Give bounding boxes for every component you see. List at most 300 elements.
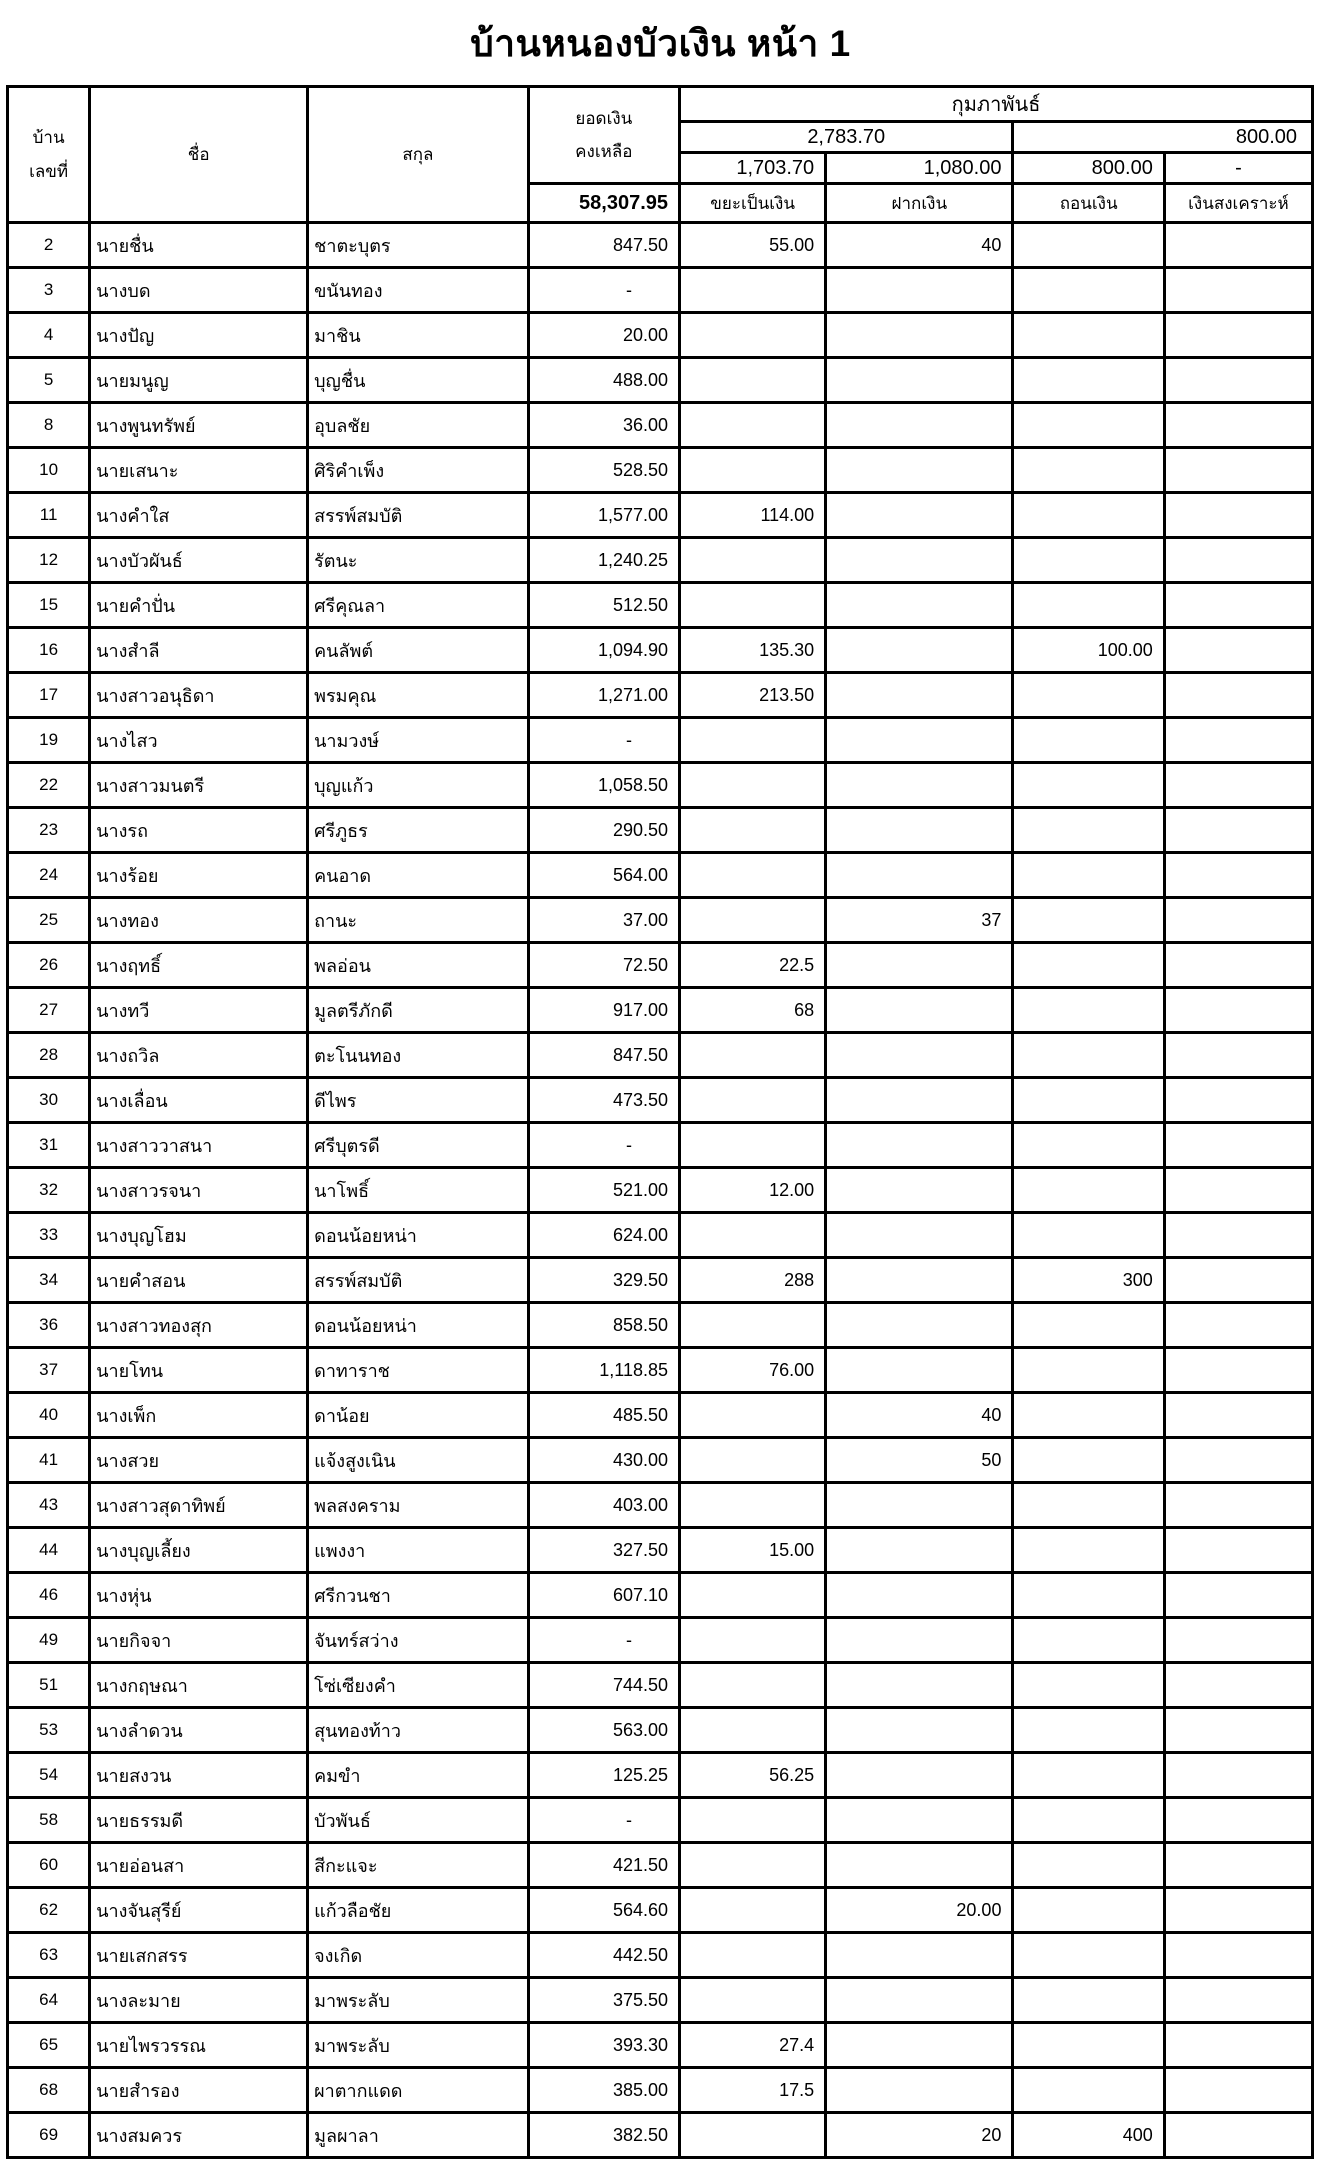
cell-name: นางลำดวน bbox=[90, 1708, 308, 1753]
cell-withdrawal bbox=[1013, 1438, 1164, 1483]
cell-name: นายมนูญ bbox=[90, 358, 308, 403]
cell-house_no: 36 bbox=[8, 1303, 90, 1348]
col-header-house-no-line1: บ้าน bbox=[32, 128, 65, 148]
table-row bbox=[8, 1033, 1313, 1078]
table-row bbox=[8, 763, 1313, 808]
cell-withdrawal bbox=[1013, 718, 1164, 763]
cell-withdrawal bbox=[1013, 1708, 1164, 1753]
cell-balance: 375.50 bbox=[528, 1978, 679, 2023]
cell-deposit bbox=[826, 358, 1013, 403]
cell-surname: ดาน้อย bbox=[308, 1393, 529, 1438]
table-row bbox=[8, 493, 1313, 538]
cell-garbage_money: 56.25 bbox=[680, 1753, 826, 1798]
cell-name: นางบัวผันธ์ bbox=[90, 538, 308, 583]
cell-withdrawal bbox=[1013, 223, 1164, 268]
cell-surname: ศรีกวนชา bbox=[308, 1573, 529, 1618]
cell-name: นางบด bbox=[90, 268, 308, 313]
cell-garbage_money: 12.00 bbox=[680, 1168, 826, 1213]
cell-balance: 421.50 bbox=[528, 1843, 679, 1888]
cell-house_no: 49 bbox=[8, 1618, 90, 1663]
cell-garbage_money bbox=[680, 583, 826, 628]
cell-welfare_money bbox=[1164, 1573, 1312, 1618]
cell-house_no: 17 bbox=[8, 673, 90, 718]
cell-surname: มูลตรีภักดี bbox=[308, 988, 529, 1033]
cell-name: นายกิจจา bbox=[90, 1618, 308, 1663]
cell-welfare_money bbox=[1164, 1348, 1312, 1393]
cell-surname: นามวงษ์ bbox=[308, 718, 529, 763]
cell-house_no: 51 bbox=[8, 1663, 90, 1708]
cell-garbage_money: 288 bbox=[680, 1258, 826, 1303]
cell-house_no: 44 bbox=[8, 1528, 90, 1573]
cell-balance: 473.50 bbox=[528, 1078, 679, 1123]
cell-balance: 521.00 bbox=[528, 1168, 679, 1213]
cell-garbage_money bbox=[680, 808, 826, 853]
table-row bbox=[8, 1393, 1313, 1438]
cell-surname: ดีไพร bbox=[308, 1078, 529, 1123]
cell-surname: แก้วลือชัย bbox=[308, 1888, 529, 1933]
table-body bbox=[8, 223, 1313, 2158]
cell-garbage_money: 76.00 bbox=[680, 1348, 826, 1393]
cell-surname: ดอนน้อยหน่า bbox=[308, 1303, 529, 1348]
cell-deposit bbox=[826, 2023, 1013, 2068]
table-row bbox=[8, 898, 1313, 943]
cell-garbage_money bbox=[680, 1033, 826, 1078]
cell-balance: 624.00 bbox=[528, 1213, 679, 1258]
cell-garbage_money: 17.5 bbox=[680, 2068, 826, 2113]
cell-name: นางหุ่น bbox=[90, 1573, 308, 1618]
table-row bbox=[8, 1258, 1313, 1303]
table-row bbox=[8, 1798, 1313, 1843]
cell-balance: - bbox=[528, 718, 679, 763]
cell-house_no: 37 bbox=[8, 1348, 90, 1393]
cell-surname: คมขำ bbox=[308, 1753, 529, 1798]
cell-withdrawal bbox=[1013, 1573, 1164, 1618]
table-row bbox=[8, 538, 1313, 583]
cell-house_no: 24 bbox=[8, 853, 90, 898]
cell-withdrawal bbox=[1013, 853, 1164, 898]
cell-withdrawal bbox=[1013, 943, 1164, 988]
cell-surname: บัวพันธ์ bbox=[308, 1798, 529, 1843]
cell-surname: ศิริคำเพ็ง bbox=[308, 448, 529, 493]
cell-welfare_money bbox=[1164, 1123, 1312, 1168]
cell-garbage_money: 213.50 bbox=[680, 673, 826, 718]
cell-garbage_money: 68 bbox=[680, 988, 826, 1033]
cell-name: นางสาวสุดาทิพย์ bbox=[90, 1483, 308, 1528]
cell-house_no: 28 bbox=[8, 1033, 90, 1078]
table-row bbox=[8, 358, 1313, 403]
cell-deposit bbox=[826, 493, 1013, 538]
cell-welfare_money bbox=[1164, 1708, 1312, 1753]
cell-withdrawal bbox=[1013, 1303, 1164, 1348]
cell-name: นายอ่อนสา bbox=[90, 1843, 308, 1888]
cell-name: นางสาววาสนา bbox=[90, 1123, 308, 1168]
cell-withdrawal bbox=[1013, 538, 1164, 583]
cell-balance: 20.00 bbox=[528, 313, 679, 358]
cell-surname: บุญแก้ว bbox=[308, 763, 529, 808]
cell-surname: จันทร์สว่าง bbox=[308, 1618, 529, 1663]
cell-balance: 847.50 bbox=[528, 223, 679, 268]
cell-welfare_money bbox=[1164, 718, 1312, 763]
cell-deposit bbox=[826, 538, 1013, 583]
cell-name: นางพูนทรัพย์ bbox=[90, 403, 308, 448]
cell-withdrawal bbox=[1013, 1483, 1164, 1528]
cell-garbage_money bbox=[680, 1393, 826, 1438]
table-row bbox=[8, 1303, 1313, 1348]
cell-withdrawal: 300 bbox=[1013, 1258, 1164, 1303]
cell-withdrawal bbox=[1013, 1663, 1164, 1708]
cell-deposit: 50 bbox=[826, 1438, 1013, 1483]
cell-welfare_money bbox=[1164, 1528, 1312, 1573]
cell-surname: ดาทาราช bbox=[308, 1348, 529, 1393]
cell-balance: - bbox=[528, 1123, 679, 1168]
cell-house_no: 16 bbox=[8, 628, 90, 673]
cell-withdrawal bbox=[1013, 493, 1164, 538]
cell-garbage_money bbox=[680, 763, 826, 808]
cell-withdrawal: 100.00 bbox=[1013, 628, 1164, 673]
cell-welfare_money bbox=[1164, 1258, 1312, 1303]
cell-name: นายชื่น bbox=[90, 223, 308, 268]
table-row bbox=[8, 853, 1313, 898]
col-header-name: ชื่อ bbox=[90, 87, 308, 223]
cell-surname: ชาตะบุตร bbox=[308, 223, 529, 268]
cell-house_no: 32 bbox=[8, 1168, 90, 1213]
cell-deposit: 40 bbox=[826, 223, 1013, 268]
table-row bbox=[8, 1843, 1313, 1888]
cell-welfare_money bbox=[1164, 1303, 1312, 1348]
cell-surname: ศรีบุตรดี bbox=[308, 1123, 529, 1168]
cell-garbage_money bbox=[680, 1843, 826, 1888]
cell-garbage_money: 15.00 bbox=[680, 1528, 826, 1573]
cell-name: นางบุญโฮม bbox=[90, 1213, 308, 1258]
cell-house_no: 62 bbox=[8, 1888, 90, 1933]
table-row bbox=[8, 1123, 1313, 1168]
cell-withdrawal bbox=[1013, 1798, 1164, 1843]
cell-balance: 847.50 bbox=[528, 1033, 679, 1078]
cell-deposit bbox=[826, 1213, 1013, 1258]
cell-withdrawal bbox=[1013, 763, 1164, 808]
cell-name: นางสาวรจนา bbox=[90, 1168, 308, 1213]
cell-deposit bbox=[826, 628, 1013, 673]
table-row bbox=[8, 268, 1313, 313]
cell-name: นายคำปั่น bbox=[90, 583, 308, 628]
cell-house_no: 2 bbox=[8, 223, 90, 268]
cell-balance: 1,271.00 bbox=[528, 673, 679, 718]
cell-surname: คนอาด bbox=[308, 853, 529, 898]
cell-welfare_money bbox=[1164, 1933, 1312, 1978]
cell-withdrawal bbox=[1013, 1213, 1164, 1258]
cell-balance: 1,058.50 bbox=[528, 763, 679, 808]
cell-name: นางจันสุรีย์ bbox=[90, 1888, 308, 1933]
cell-balance: 329.50 bbox=[528, 1258, 679, 1303]
cell-garbage_money bbox=[680, 2113, 826, 2158]
cell-house_no: 27 bbox=[8, 988, 90, 1033]
cell-surname: ขนันทอง bbox=[308, 268, 529, 313]
cell-balance: 607.10 bbox=[528, 1573, 679, 1618]
cell-house_no: 12 bbox=[8, 538, 90, 583]
cell-balance: 512.50 bbox=[528, 583, 679, 628]
cell-deposit: 20 bbox=[826, 2113, 1013, 2158]
cell-deposit bbox=[826, 1033, 1013, 1078]
cell-deposit bbox=[826, 1528, 1013, 1573]
cell-house_no: 31 bbox=[8, 1123, 90, 1168]
cell-house_no: 60 bbox=[8, 1843, 90, 1888]
cell-surname: โซ่เซียงคำ bbox=[308, 1663, 529, 1708]
table-row bbox=[8, 2023, 1313, 2068]
cell-balance: 917.00 bbox=[528, 988, 679, 1033]
cell-withdrawal bbox=[1013, 1843, 1164, 1888]
cell-welfare_money bbox=[1164, 673, 1312, 718]
cell-house_no: 69 bbox=[8, 2113, 90, 2158]
cell-name: นายธรรมดี bbox=[90, 1798, 308, 1843]
table-row bbox=[8, 673, 1313, 718]
cell-deposit bbox=[826, 1303, 1013, 1348]
col-header-withdrawal: ถอนเงิน bbox=[1013, 184, 1164, 223]
cell-name: นางสาวอนุธิดา bbox=[90, 673, 308, 718]
table-row bbox=[8, 1753, 1313, 1798]
cell-garbage_money bbox=[680, 1078, 826, 1123]
cell-house_no: 25 bbox=[8, 898, 90, 943]
cell-deposit bbox=[826, 1978, 1013, 2023]
cell-garbage_money: 22.5 bbox=[680, 943, 826, 988]
cell-balance: 290.50 bbox=[528, 808, 679, 853]
cell-deposit bbox=[826, 1618, 1013, 1663]
cell-garbage_money bbox=[680, 358, 826, 403]
cell-garbage_money: 114.00 bbox=[680, 493, 826, 538]
cell-house_no: 64 bbox=[8, 1978, 90, 2023]
cell-deposit bbox=[826, 1708, 1013, 1753]
cell-withdrawal bbox=[1013, 673, 1164, 718]
cell-name: นางทอง bbox=[90, 898, 308, 943]
table-row bbox=[8, 808, 1313, 853]
cell-name: นายเสนาะ bbox=[90, 448, 308, 493]
cell-deposit bbox=[826, 1483, 1013, 1528]
cell-surname: มูลผาลา bbox=[308, 2113, 529, 2158]
cell-garbage_money bbox=[680, 1573, 826, 1618]
cell-withdrawal bbox=[1013, 1888, 1164, 1933]
col-header-house-no-line2: เลขที่ bbox=[29, 161, 69, 181]
table-row bbox=[8, 1708, 1313, 1753]
cell-welfare_money bbox=[1164, 1483, 1312, 1528]
cell-welfare_money bbox=[1164, 493, 1312, 538]
cell-balance: 858.50 bbox=[528, 1303, 679, 1348]
cell-welfare_money bbox=[1164, 1663, 1312, 1708]
cell-surname: นาโพธิ์ bbox=[308, 1168, 529, 1213]
table-row bbox=[8, 1573, 1313, 1618]
cell-deposit bbox=[826, 583, 1013, 628]
cell-name: นางไสว bbox=[90, 718, 308, 763]
cell-surname: พลอ่อน bbox=[308, 943, 529, 988]
table-row bbox=[8, 1438, 1313, 1483]
balance-total: 58,307.95 bbox=[528, 184, 679, 223]
cell-balance: 485.50 bbox=[528, 1393, 679, 1438]
cell-garbage_money: 27.4 bbox=[680, 2023, 826, 2068]
cell-balance: 563.00 bbox=[528, 1708, 679, 1753]
cell-garbage_money bbox=[680, 313, 826, 358]
month-header: กุมภาพันธ์ bbox=[680, 87, 1313, 122]
cell-surname: จงเกิด bbox=[308, 1933, 529, 1978]
header-row-month bbox=[8, 87, 1313, 122]
cell-deposit bbox=[826, 403, 1013, 448]
table-row bbox=[8, 403, 1313, 448]
cell-garbage_money bbox=[680, 853, 826, 898]
cell-name: นางกฤษณา bbox=[90, 1663, 308, 1708]
cell-balance: 488.00 bbox=[528, 358, 679, 403]
cell-welfare_money bbox=[1164, 358, 1312, 403]
cell-welfare_money bbox=[1164, 988, 1312, 1033]
cell-garbage_money bbox=[680, 403, 826, 448]
cell-name: นางปัญ bbox=[90, 313, 308, 358]
cell-garbage_money bbox=[680, 1888, 826, 1933]
table-row bbox=[8, 2113, 1313, 2158]
cell-welfare_money bbox=[1164, 943, 1312, 988]
table-row bbox=[8, 1978, 1313, 2023]
cell-withdrawal bbox=[1013, 1618, 1164, 1663]
cell-welfare_money bbox=[1164, 853, 1312, 898]
cell-garbage_money bbox=[680, 448, 826, 493]
cell-garbage_money: 135.30 bbox=[680, 628, 826, 673]
cell-surname: แจ้งสูงเนิน bbox=[308, 1438, 529, 1483]
cell-garbage_money bbox=[680, 1303, 826, 1348]
cell-withdrawal bbox=[1013, 1168, 1164, 1213]
cell-welfare_money bbox=[1164, 268, 1312, 313]
cell-house_no: 65 bbox=[8, 2023, 90, 2068]
cell-withdrawal bbox=[1013, 1753, 1164, 1798]
cell-garbage_money bbox=[680, 1483, 826, 1528]
cell-welfare_money bbox=[1164, 1033, 1312, 1078]
cell-surname: คนลัพต์ bbox=[308, 628, 529, 673]
cell-name: นางทวี bbox=[90, 988, 308, 1033]
cell-deposit bbox=[826, 1348, 1013, 1393]
cell-name: นางถวิล bbox=[90, 1033, 308, 1078]
table-row bbox=[8, 223, 1313, 268]
cell-surname: มาพระลับ bbox=[308, 2023, 529, 2068]
cell-welfare_money bbox=[1164, 1618, 1312, 1663]
cell-house_no: 33 bbox=[8, 1213, 90, 1258]
cell-surname: ศรีภูธร bbox=[308, 808, 529, 853]
col-header-garbage-money: ขยะเป็นเงิน bbox=[680, 184, 826, 223]
cell-house_no: 46 bbox=[8, 1573, 90, 1618]
sub-total-garbage: 1,703.70 bbox=[680, 153, 826, 184]
cell-deposit bbox=[826, 763, 1013, 808]
cell-garbage_money bbox=[680, 1663, 826, 1708]
cell-withdrawal bbox=[1013, 1978, 1164, 2023]
cell-welfare_money bbox=[1164, 898, 1312, 943]
cell-deposit bbox=[826, 853, 1013, 898]
sub-total-deposit: 1,080.00 bbox=[826, 153, 1013, 184]
cell-house_no: 10 bbox=[8, 448, 90, 493]
table-row bbox=[8, 448, 1313, 493]
col-header-balance bbox=[528, 87, 679, 184]
cell-deposit bbox=[826, 943, 1013, 988]
cell-garbage_money bbox=[680, 1618, 826, 1663]
cell-house_no: 58 bbox=[8, 1798, 90, 1843]
cell-balance: 393.30 bbox=[528, 2023, 679, 2068]
table-row bbox=[8, 1483, 1313, 1528]
cell-withdrawal bbox=[1013, 268, 1164, 313]
cell-deposit bbox=[826, 673, 1013, 718]
cell-welfare_money bbox=[1164, 538, 1312, 583]
cell-surname: มาชิน bbox=[308, 313, 529, 358]
cell-name: นางเพ็ก bbox=[90, 1393, 308, 1438]
cell-welfare_money bbox=[1164, 763, 1312, 808]
cell-house_no: 26 bbox=[8, 943, 90, 988]
cell-house_no: 4 bbox=[8, 313, 90, 358]
table-row bbox=[8, 1213, 1313, 1258]
cell-welfare_money bbox=[1164, 1078, 1312, 1123]
table-row bbox=[8, 1348, 1313, 1393]
col-header-balance-line1: ยอดเงิน bbox=[575, 108, 633, 128]
table-row bbox=[8, 1888, 1313, 1933]
cell-surname: สรรพ์สมบัติ bbox=[308, 493, 529, 538]
cell-garbage_money bbox=[680, 1798, 826, 1843]
cell-deposit bbox=[826, 1168, 1013, 1213]
cell-name: นายสงวน bbox=[90, 1753, 308, 1798]
cell-welfare_money bbox=[1164, 2113, 1312, 2158]
cell-withdrawal: 400 bbox=[1013, 2113, 1164, 2158]
cell-garbage_money bbox=[680, 268, 826, 313]
cell-surname: แพงงา bbox=[308, 1528, 529, 1573]
cell-balance: 403.00 bbox=[528, 1483, 679, 1528]
cell-balance: - bbox=[528, 1798, 679, 1843]
cell-surname: สุนทองท้าว bbox=[308, 1708, 529, 1753]
cell-balance: 564.60 bbox=[528, 1888, 679, 1933]
cell-withdrawal bbox=[1013, 1033, 1164, 1078]
cell-withdrawal bbox=[1013, 313, 1164, 358]
cell-withdrawal bbox=[1013, 2068, 1164, 2113]
cell-name: นางสาวมนตรี bbox=[90, 763, 308, 808]
cell-welfare_money bbox=[1164, 1438, 1312, 1483]
cell-house_no: 34 bbox=[8, 1258, 90, 1303]
col-header-house-no bbox=[8, 87, 90, 223]
cell-welfare_money bbox=[1164, 2068, 1312, 2113]
cell-garbage_money bbox=[680, 1933, 826, 1978]
cell-deposit: 20.00 bbox=[826, 1888, 1013, 1933]
cell-name: นายสำรอง bbox=[90, 2068, 308, 2113]
cell-name: นายไพรวรรณ bbox=[90, 2023, 308, 2068]
cell-withdrawal bbox=[1013, 358, 1164, 403]
cell-name: นางคำใส bbox=[90, 493, 308, 538]
cell-house_no: 11 bbox=[8, 493, 90, 538]
cell-house_no: 40 bbox=[8, 1393, 90, 1438]
cell-surname: ศรีคุณลา bbox=[308, 583, 529, 628]
table-row bbox=[8, 313, 1313, 358]
cell-surname: อุบลชัย bbox=[308, 403, 529, 448]
cell-welfare_money bbox=[1164, 583, 1312, 628]
cell-balance: 430.00 bbox=[528, 1438, 679, 1483]
cell-surname: บุญชื่น bbox=[308, 358, 529, 403]
table-row bbox=[8, 583, 1313, 628]
table-row bbox=[8, 2068, 1313, 2113]
cell-withdrawal bbox=[1013, 403, 1164, 448]
cell-welfare_money bbox=[1164, 1888, 1312, 1933]
col-header-balance-line2: คงเหลือ bbox=[575, 142, 633, 161]
cell-name: นายคำสอน bbox=[90, 1258, 308, 1303]
cell-name: นายโทน bbox=[90, 1348, 308, 1393]
cell-name: นางสวย bbox=[90, 1438, 308, 1483]
cell-balance: - bbox=[528, 268, 679, 313]
cell-balance: 1,094.90 bbox=[528, 628, 679, 673]
table-row bbox=[8, 1078, 1313, 1123]
cell-house_no: 53 bbox=[8, 1708, 90, 1753]
cell-name: นางร้อย bbox=[90, 853, 308, 898]
table-row bbox=[8, 1168, 1313, 1213]
cell-deposit bbox=[826, 1078, 1013, 1123]
cell-garbage_money bbox=[680, 1123, 826, 1168]
col-header-welfare-money: เงินสงเคราะห์ bbox=[1164, 184, 1312, 223]
cell-name: นางสมควร bbox=[90, 2113, 308, 2158]
cell-surname: ดอนน้อยหน่า bbox=[308, 1213, 529, 1258]
cell-welfare_money bbox=[1164, 1168, 1312, 1213]
